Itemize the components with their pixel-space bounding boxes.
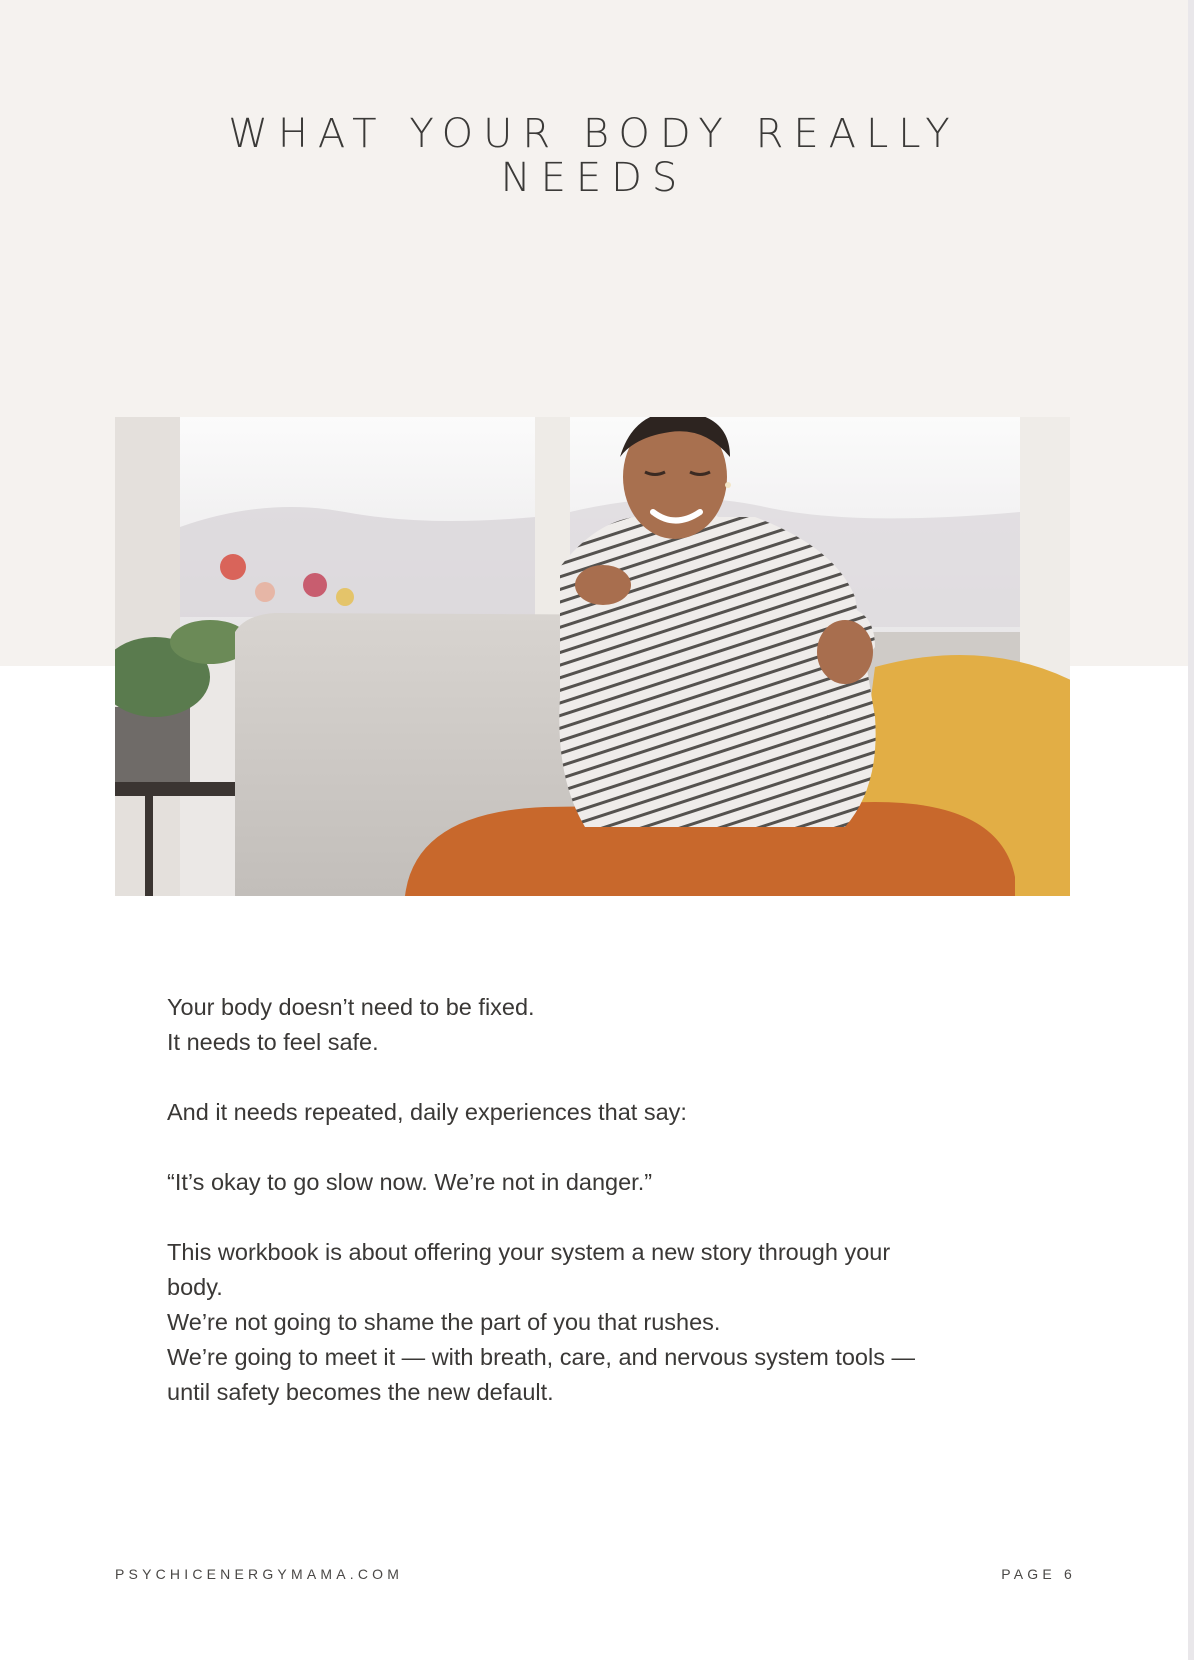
paragraph-7b: until safety becomes the new default.: [167, 1379, 554, 1405]
paragraph-7a: We’re going to meet it — with breath, care, and nervous system tools —: [167, 1344, 915, 1370]
paragraph-1: Your body doesn’t need to be fixed.: [167, 994, 535, 1020]
paragraph-5a: This workbook is about offering your system a new story through your: [167, 1239, 891, 1265]
paragraph-4: “It’s okay to go slow now. We’re not in danger.”: [167, 1169, 653, 1195]
title-line-1: WHAT YOUR BODY REALLY: [228, 111, 960, 157]
woman-hugging-herself-photo: [115, 417, 1070, 896]
page-title: [0, 112, 1188, 200]
paragraph-2: It needs to feel safe.: [167, 1029, 379, 1055]
title-line-2: NEEDS: [500, 155, 688, 201]
page-edge: [1188, 0, 1194, 1660]
paragraph-6: We’re not going to shame the part of you that rushes.: [167, 1309, 721, 1335]
footer-page-number: PAGE 6: [1001, 1566, 1076, 1582]
footer-site: PSYCHICENERGYMAMA.COM: [115, 1566, 404, 1582]
paragraph-5b: body.: [167, 1274, 223, 1300]
body-text: [167, 990, 1027, 1410]
hero-photo: [115, 417, 1070, 896]
paragraph-3: And it needs repeated, daily experiences that say:: [167, 1099, 687, 1125]
